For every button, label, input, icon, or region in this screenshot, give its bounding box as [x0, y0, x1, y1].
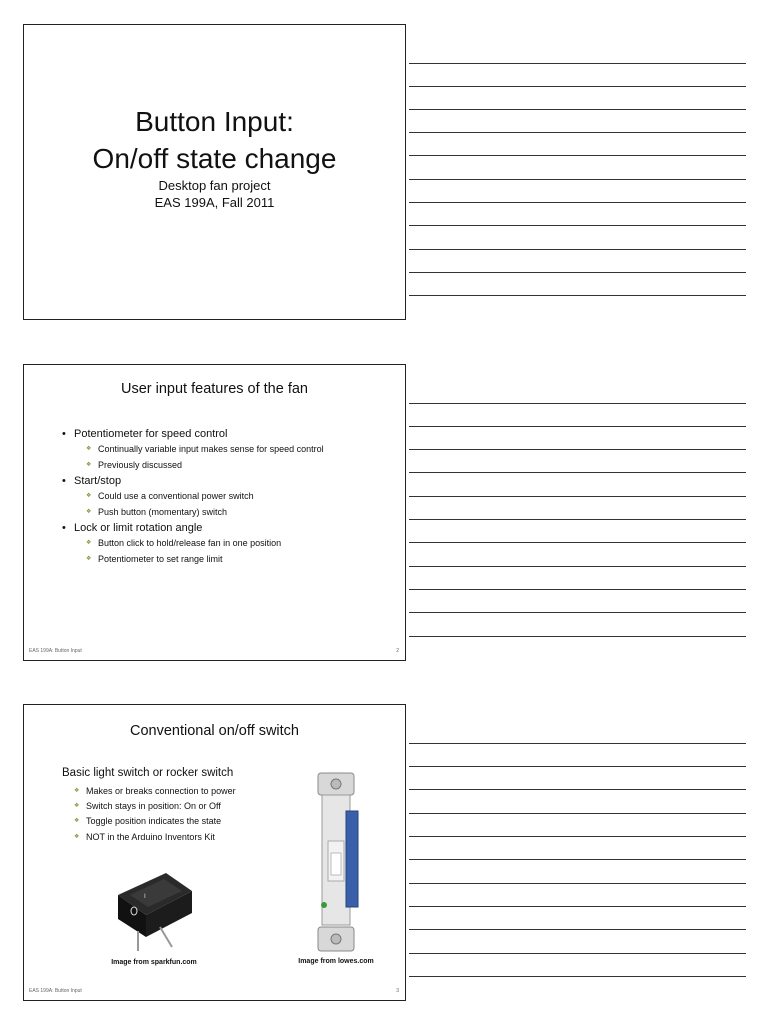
svg-text:I: I	[144, 893, 146, 900]
bullet-item	[62, 426, 392, 473]
bullet-text: Start/stop	[74, 475, 122, 487]
sub-bullet-item: ❖ Push button (momentary) switch	[86, 505, 392, 521]
sub-bullet-list	[74, 536, 392, 567]
bullet-text: Potentiometer for speed control	[74, 428, 228, 440]
slide-3-lead: Basic light switch or rocker switch	[62, 767, 234, 779]
bullet-item	[62, 520, 392, 567]
slide-2-heading: User input features of the fan	[121, 381, 308, 397]
slide-1-subtitle	[24, 177, 405, 211]
sub-bullet-item: ❖ Continually variable input makes sense for speed control	[86, 442, 392, 458]
slide-2	[23, 364, 406, 661]
slide-2-footer: EAS 199A: Button Input	[29, 648, 82, 654]
sub-bullet-item: ❖ Makes or breaks connection to power	[74, 784, 236, 799]
sub-bullet-item: ❖ Previously discussed	[86, 458, 392, 474]
slide-3-heading: Conventional on/off switch	[129, 723, 299, 739]
rocker-switch-image	[108, 865, 198, 955]
sub-bullet-item: ❖ Potentiometer to set range limit	[86, 552, 392, 568]
sub-bullet-item: ❖ Button click to hold/release fan in one position	[86, 536, 392, 552]
slide-3	[23, 704, 406, 1001]
slide-2-page-number: 2	[396, 648, 399, 654]
wall-switch-image	[310, 771, 362, 953]
bullet-text: Lock or limit rotation angle	[74, 522, 203, 534]
sub-bullet-item: ❖ Could use a conventional power switch	[86, 489, 392, 505]
sub-bullet-item: ❖ NOT in the Arduino Inventors Kit	[74, 830, 236, 845]
title-line-2: On/off state change	[92, 143, 337, 174]
caption-sparkfun: Image from sparkfun.com	[111, 959, 197, 966]
slide-1	[23, 24, 406, 320]
slide-1-title	[24, 103, 405, 177]
slide-3-sub-list	[62, 784, 236, 845]
sub-bullet-item: ❖ Switch stays in position: On or Off	[74, 799, 236, 814]
caption-lowes: Image from lowes.com	[298, 958, 374, 965]
subtitle-line-1: Desktop fan project	[158, 178, 271, 193]
subtitle-line-2: EAS 199A, Fall 2011	[154, 195, 275, 210]
slide-3-footer: EAS 199A: Button Input	[29, 988, 82, 994]
sub-bullet-list	[74, 442, 392, 473]
slide-3-page-number: 3	[396, 988, 399, 994]
title-line-1: Button Input:	[135, 106, 294, 137]
sub-bullet-list	[74, 489, 392, 520]
slide-2-bullet-list	[62, 426, 392, 567]
bullet-item	[62, 473, 392, 520]
sub-bullet-item: ❖ Toggle position indicates the state	[74, 814, 236, 829]
